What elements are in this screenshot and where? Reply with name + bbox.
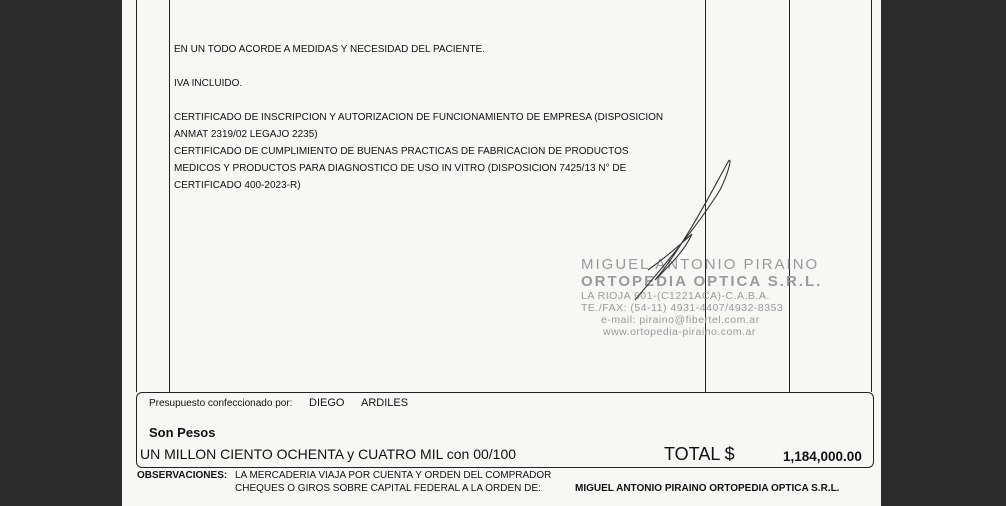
prepared-by-last: ARDILES [361, 397, 409, 409]
column-divider-right-outer [871, 0, 872, 392]
total-value: 1,184,000.00 [783, 449, 862, 464]
certificate-line: CERTIFICADO DE INSCRIPCION Y AUTORIZACION DE FUNCIONAMIENTO DE EMPRESA (DISPOSICION [174, 112, 664, 123]
certificate-line: ANMAT 2319/02 LEGAJO 2235) [174, 129, 318, 140]
stamp-website: www.ortopedia-piraino.com.ar [603, 326, 756, 338]
payee-name: MIGUEL ANTONIO PIRAINO ORTOPEDIA OPTICA S.R.L. [575, 483, 840, 494]
prepared-by-first: DIEGO [309, 397, 345, 409]
observations-line-1: LA MERCADERIA VIAJA POR CUENTA Y ORDEN DEL COMPRADOR [235, 470, 552, 481]
stamp-name: MIGUEL ANTONIO PIRAINO [581, 256, 820, 273]
amount-in-words: UN MILLON CIENTO OCHENTA y CUATRO MIL con 00/100 [140, 446, 517, 462]
certificate-line: MEDICOS Y PRODUCTOS PARA DIAGNOSTICO DE USO IN VITRO (DISPOSICION 7425/13 N° DE [174, 163, 627, 174]
prepared-by-label: Presupuesto confeccionado por: [149, 398, 293, 409]
certificate-line: CERTIFICADO 400-2023-R) [174, 180, 301, 191]
observations-line-2: CHEQUES O GIROS SOBRE CAPITAL FEDERAL A LA ORDEN DE: [235, 483, 541, 494]
son-pesos-label: Son Pesos [149, 425, 216, 440]
signature-icon [600, 150, 760, 310]
tax-line: IVA INCLUIDO. [174, 78, 243, 89]
stamp-phone: TE./FAX: (54-11) 4931-4407/4932-8353 [581, 302, 784, 314]
column-divider-left-outer [136, 0, 137, 392]
column-divider-left-inner [169, 0, 170, 392]
stamp-address: LA RIOJA 601-(C1221ACA)-C.A.B.A. [581, 290, 770, 302]
observations-label: OBSERVACIONES: [137, 470, 228, 481]
certificate-line: CERTIFICADO DE CUMPLIMIENTO DE BUENAS PRACTICAS DE FABRICACION DE PRODUCTOS [174, 146, 629, 157]
stamp-company: ORTOPEDIA OPTICA S.R.L. [581, 273, 823, 290]
description-block [174, 41, 663, 194]
description-line: EN UN TODO ACORDE A MEDIDAS Y NECESIDAD DEL PACIENTE. [174, 44, 486, 55]
stamp-email: e-mail: piraino@fibertel.com.ar [601, 314, 760, 326]
total-label: TOTAL $ [664, 444, 735, 464]
